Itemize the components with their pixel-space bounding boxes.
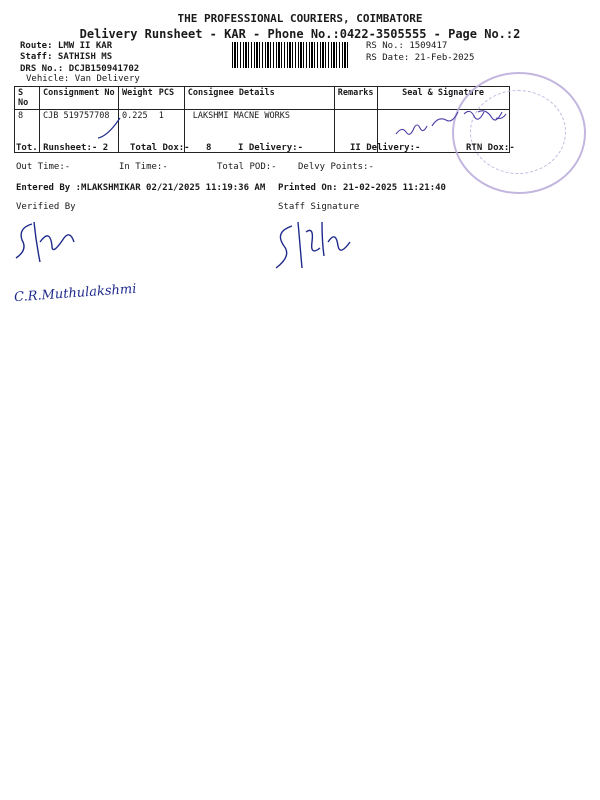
staff-signature [272, 218, 362, 273]
cell-consignee: LAKSHMI MACNE WORKS [184, 110, 334, 153]
staff: Staff: SATHISH MS [20, 52, 113, 62]
cell-sno: 8 [15, 110, 40, 153]
verifier-signature [10, 216, 80, 268]
route: Route: LMW II KAR [20, 41, 113, 51]
col-weight: Weight [119, 87, 156, 110]
staff-signature-label: Staff Signature [278, 202, 360, 212]
total-dox-label: Total Dox:- [130, 143, 190, 153]
col-pcs: PCS [156, 87, 185, 110]
cell-consignment: CJB 519757708 [40, 110, 119, 153]
col-seal-signature: Seal & Signature [377, 87, 509, 110]
delivery-points: Delvy Points:- [298, 162, 374, 172]
company-name: THE PROFESSIONAL COURIERS, COIMBATORE [177, 12, 423, 25]
handwritten-name: C.R.Muthulakshmi [13, 281, 137, 306]
cell-weight: 0.225 [119, 110, 156, 153]
in-time: In Time:- [119, 162, 168, 172]
col-remarks: Remarks [334, 87, 377, 110]
col-sno: S No [15, 87, 40, 110]
total-dox-value: 8 [206, 143, 212, 153]
col-consignment: Consignment No [40, 87, 119, 110]
rs-date: RS Date: 21-Feb-2025 [366, 53, 475, 63]
total-pod: Total POD:- [217, 162, 277, 172]
verified-by-label: Verified By [16, 202, 76, 212]
col-consignee: Consignee Details [184, 87, 334, 110]
drs-number: DRS No.: DCJB150941702 [20, 64, 140, 74]
barcode [232, 42, 350, 68]
i-delivery: I Delivery:- [238, 143, 304, 153]
ii-delivery: II Delivery:- [350, 143, 421, 153]
pen-tick-mark [96, 114, 126, 144]
vehicle: Vehicle: Van Delivery [26, 74, 140, 84]
cell-pcs: 1 [156, 110, 185, 153]
printed-on: Printed On: 21-02-2025 11:21:40 [278, 183, 446, 193]
total-runsheet: Tot. Runsheet:- 2 [16, 143, 109, 153]
out-time: Out Time:- [16, 162, 71, 172]
rs-number: RS No.: 1509417 [366, 41, 448, 51]
entered-by: Entered By :MLAKSHMIKAR 02/21/2025 11:19:36 AM [16, 183, 266, 193]
runsheet-title: Delivery Runsheet - KAR - Phone No.:0422-3505555 - Page No.:2 [79, 27, 521, 41]
rtn-dox: RTN Dox:- [466, 143, 515, 153]
